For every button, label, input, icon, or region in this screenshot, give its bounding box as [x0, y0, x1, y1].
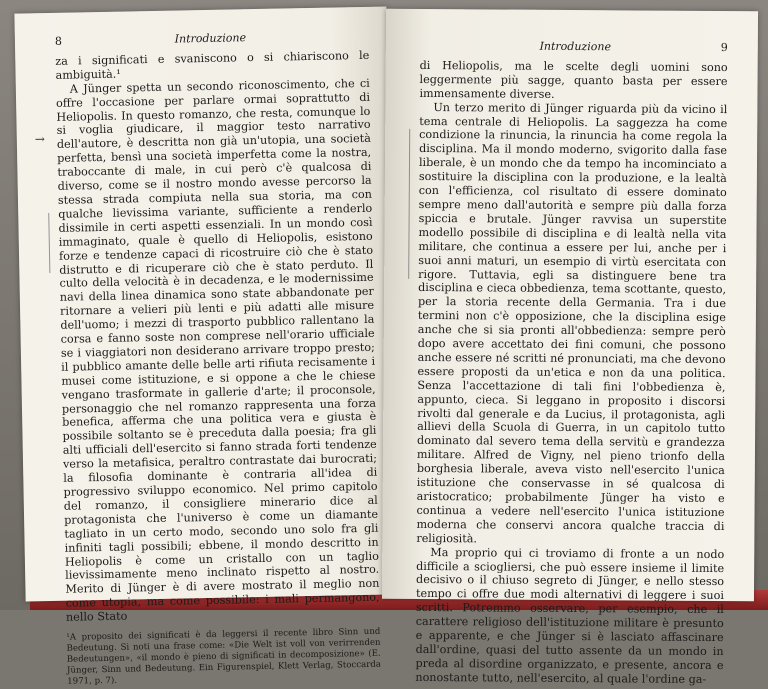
left-paragraph-2: A Jünger spetta un secondo riconoscimento, che ci offre l'occasione per parlare ormai soprattutto di Heliopolis. In questo romanzo, che resta, comunque lo si voglia giudicare, il maggior testo narrativo dell'autore, è descritta non già un'utopia, una società perfetta, bensì una società imperfetta come la nostra, traboccante di male, in cui però c'è qualcosa di diverso, come se il nostro mondo avesse percorso la stessa strada compiuta nella sua storia, ma con qualche lievissima variante, sufficiente a renderlo dissimile in certi aspetti essenziali. In un mondo così immaginato, quale è quello di Heliopolis, esistono forze e tendenze capaci di ricostruire ciò che è stato distrutto e di ricuperare ciò che è stato perduto. Il culto della velocità è in decadenza, e le modernissime navi della linea dinamica sono state abbandonate per ritornare a velieri più lenti e più adatti alle misure dell'uomo; i mezzi di trasporto pubblico rallentano la corsa e fanno soste non comprese nell'orario ufficiale se i viaggiatori non desiderano arrivare troppo presto; il pubblico amante delle belle arti rifiuta recisamente i musei come istituzione, e si oppone a che le chiese vengano trasformate in gallerie d'arte; il proconsole, personaggio che nel romanzo rappresenta una forza benefica, afferma che una politica vera e giusta è possibile soltanto se è preceduta dalla poesia; fra gli alti ufficiali dell'esercito si fanno strada forti tendenze verso la metafisica, peraltro contrastate dai burocrati; la filosofia dominante è contraria all'idea di progressivo sviluppo economico. Nel primo capitolo del romanzo, il consigliere minerario dice al protagonista che l'universo è come un diamante tagliato in un certo modo, secondo uno solo fra gli infiniti tagli possibili; ebbene, il mondo descritto in Heliopolis è come un cristallo con un taglio lievissimamente meno inclinato rispetto al nostro. Merito di Jünger è di avere mostrato il meglio non come utopia, ma come possibile: i mali permangono, nello Stato — [55, 76, 380, 624]
right-running-title: Introduzione — [539, 39, 612, 54]
right-paragraph-1: di Heliopolis, ma le scelte degli uomini sono leggermente più sagge, quanto basta per essere immensamente diverse. — [419, 58, 728, 101]
pencil-margin-line — [48, 213, 50, 273]
right-paragraph-2: Un terzo merito di Jünger riguarda più da vicino il tema centrale di Heliopolis. La saggezza ha come condizione la rinuncia, la rinuncia ha come regola la disciplina. Ma il mondo moderno, svigorito dalla fase liberale, è un mondo che da tempo ha incominciato a sostituire la disciplina con la produzione, e la lealtà con l'efficienza, col risultato di essere dominato sempre meno dall'autorità e sempre più dalla forza spiccia e brutale. Jünger ravvisa un superstite modello possibile di disciplina e di lealtà nella vita militare, che continua a essere per lui, anche per i suoi anni maturi, un esempio di virtù esercitata con rigore. Tuttavia, egli sa distinguere bene tra disciplina e cieca obbedienza, tema scottante, questo, per la storia recente della Germania. Tra i due termini non c'è opposizione, che la disciplina esige anche che si sia pronti all'obbedienza: sempre però dopo avere accettato dei fini comuni, che possono anche essere né scritti né pronunciati, ma che devono essere proposti da un'etica e non da una politica. Senza l'accettazione di tali fini l'obbedienza è, appunto, cieca. Si leggano in proposito i discorsi rivolti dal generale e da Lucius, il protagonista, agli allievi della Scuola di Guerra, in un capitolo tutto dominato dal severo tema della servitù e grandezza militare. Alfred de Vigny, nel pieno trionfo della borghesia liberale, aveva visto nell'esercito l'unica istituzione che conservasse in sé qualcosa di aristocratico; probabilmente Jünger ha visto e continua a vedere nell'esercito l'unica istituzione moderna che conservi ancora qualche traccia di religiosità. — [416, 100, 728, 546]
left-running-title: Introduzione — [174, 31, 247, 46]
left-page-number: 8 — [54, 34, 63, 48]
pencil-margin-line-right — [408, 129, 410, 279]
left-page — [14, 6, 397, 687]
pencil-arrow-mark: → — [34, 132, 46, 147]
left-paragraph-1: za i significati e svaniscono o si chiariscono le ambiguità.¹ — [55, 48, 370, 82]
right-page-number: 9 — [720, 41, 728, 55]
right-body-text — [415, 59, 727, 687]
left-footnote: ¹A proposito dei significati è da leggersi il recente libro Sinn und Bedeutung. Si noti una frase come: «Die Welt ist voll von verirrenden Bedeutungen», «il mondo è pieno di significati in decomposizione» (E. Jünger, Sinn und Bedeutung. Ein Figurenspiel, Klett Verlag, Stoccarda 1971, p. 7). — [66, 626, 382, 687]
left-running-head — [55, 29, 369, 49]
right-running-head — [420, 39, 728, 55]
left-body-text — [55, 49, 380, 625]
right-paragraph-3: Ma proprio qui ci troviamo di fronte a un nodo difficile a sciogliersi, che può essere insieme il limite decisivo o il chiuso segreto di Jünger, e nello stesso tempo ci offre due modi alternativi di leggere i suoi scritti. Potremmo osservare, per esempio, che il carattere religioso dell'istituzione militare è presunto e apparente, e che Jünger si è lasciato affascinare dall'ordine, quasi del tutto assente da un mondo in preda al disordine organizzato, e presente, ancora e nonostante tutto, nell'esercito, al quale l'ordine ga- — [415, 545, 725, 686]
right-page — [382, 9, 758, 686]
